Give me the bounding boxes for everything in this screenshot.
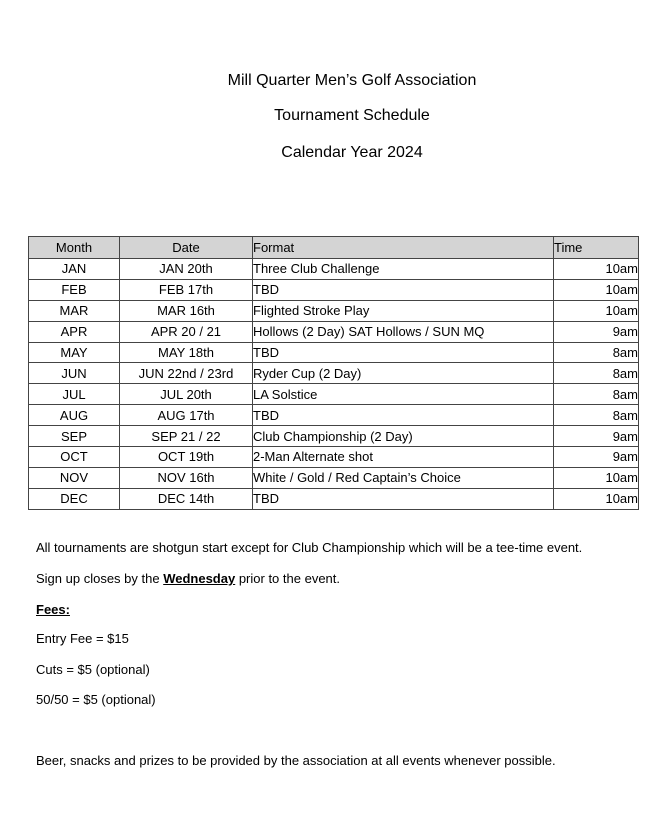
column-header-format: Format <box>253 237 554 259</box>
cell-month: DEC <box>29 488 120 509</box>
cell-format: Ryder Cup (2 Day) <box>253 363 554 384</box>
cell-format: Hollows (2 Day) SAT Hollows / SUN MQ <box>253 321 554 342</box>
cell-month: APR <box>29 321 120 342</box>
cell-format: Three Club Challenge <box>253 259 554 280</box>
cell-date: DEC 14th <box>120 488 253 509</box>
cell-time: 10am <box>554 279 639 300</box>
cell-month: OCT <box>29 447 120 468</box>
cell-time: 10am <box>554 488 639 509</box>
cell-time: 8am <box>554 405 639 426</box>
cell-month: FEB <box>29 279 120 300</box>
shotgun-start-note: All tournaments are shotgun start except for Club Championship which will be a tee-time event. <box>36 540 583 555</box>
fees-heading: Fees: <box>36 602 70 617</box>
cell-date: JUN 22nd / 23rd <box>120 363 253 384</box>
cell-month: MAY <box>29 342 120 363</box>
table-row <box>29 342 639 363</box>
cell-month: NOV <box>29 467 120 488</box>
signup-prefix: Sign up closes by the <box>36 571 164 586</box>
cell-date: APR 20 / 21 <box>120 321 253 342</box>
cell-time: 10am <box>554 300 639 321</box>
cell-month: JAN <box>29 259 120 280</box>
cell-time: 9am <box>554 447 639 468</box>
closing-note: Beer, snacks and prizes to be provided by the association at all events whenever possible. <box>36 753 556 768</box>
cell-format: Club Championship (2 Day) <box>253 426 554 447</box>
table-row <box>29 405 639 426</box>
cell-time: 8am <box>554 384 639 405</box>
table-row <box>29 279 639 300</box>
cell-month: AUG <box>29 405 120 426</box>
cell-date: JUL 20th <box>120 384 253 405</box>
calendar-year: Calendar Year 2024 <box>281 144 423 161</box>
cell-time: 9am <box>554 321 639 342</box>
cell-date: OCT 19th <box>120 447 253 468</box>
cell-format: TBD <box>253 342 554 363</box>
cell-format: TBD <box>253 488 554 509</box>
cell-time: 10am <box>554 259 639 280</box>
document-title: Tournament Schedule <box>274 107 430 124</box>
cell-month: MAR <box>29 300 120 321</box>
association-name: Mill Quarter Men’s Golf Association <box>227 72 477 89</box>
cell-date: MAR 16th <box>120 300 253 321</box>
cell-date: SEP 21 / 22 <box>120 426 253 447</box>
cell-date: NOV 16th <box>120 467 253 488</box>
cell-format: TBD <box>253 279 554 300</box>
cell-time: 10am <box>554 467 639 488</box>
cell-month: JUN <box>29 363 120 384</box>
table-body <box>29 259 639 510</box>
signup-deadline-note <box>36 571 340 587</box>
cell-date: MAY 18th <box>120 342 253 363</box>
cell-date: FEB 17th <box>120 279 253 300</box>
entry-fee: Entry Fee = $15 <box>36 631 129 646</box>
cell-month: JUL <box>29 384 120 405</box>
cell-time: 8am <box>554 363 639 384</box>
table-row <box>29 426 639 447</box>
cell-format: LA Solstice <box>253 384 554 405</box>
signup-suffix: prior to the event. <box>235 571 340 586</box>
cell-date: AUG 17th <box>120 405 253 426</box>
table-row <box>29 488 639 509</box>
fifty-fifty-fee: 50/50 = $5 (optional) <box>36 692 156 707</box>
cell-time: 8am <box>554 342 639 363</box>
cell-format: TBD <box>253 405 554 426</box>
cell-date: JAN 20th <box>120 259 253 280</box>
cell-time: 9am <box>554 426 639 447</box>
cuts-fee: Cuts = $5 (optional) <box>36 662 150 677</box>
table-row <box>29 363 639 384</box>
table-row <box>29 259 639 280</box>
cell-format: White / Gold / Red Captain’s Choice <box>253 467 554 488</box>
tournament-schedule-table <box>28 236 639 510</box>
column-header-date: Date <box>120 237 253 259</box>
table-header-row <box>29 237 639 259</box>
signup-day: Wednesday <box>163 571 236 586</box>
table-row <box>29 321 639 342</box>
cell-format: Flighted Stroke Play <box>253 300 554 321</box>
cell-format: 2-Man Alternate shot <box>253 447 554 468</box>
table-row <box>29 467 639 488</box>
column-header-month: Month <box>29 237 120 259</box>
table-row <box>29 447 639 468</box>
cell-month: SEP <box>29 426 120 447</box>
column-header-time: Time <box>554 237 639 259</box>
table-row <box>29 300 639 321</box>
table-row <box>29 384 639 405</box>
